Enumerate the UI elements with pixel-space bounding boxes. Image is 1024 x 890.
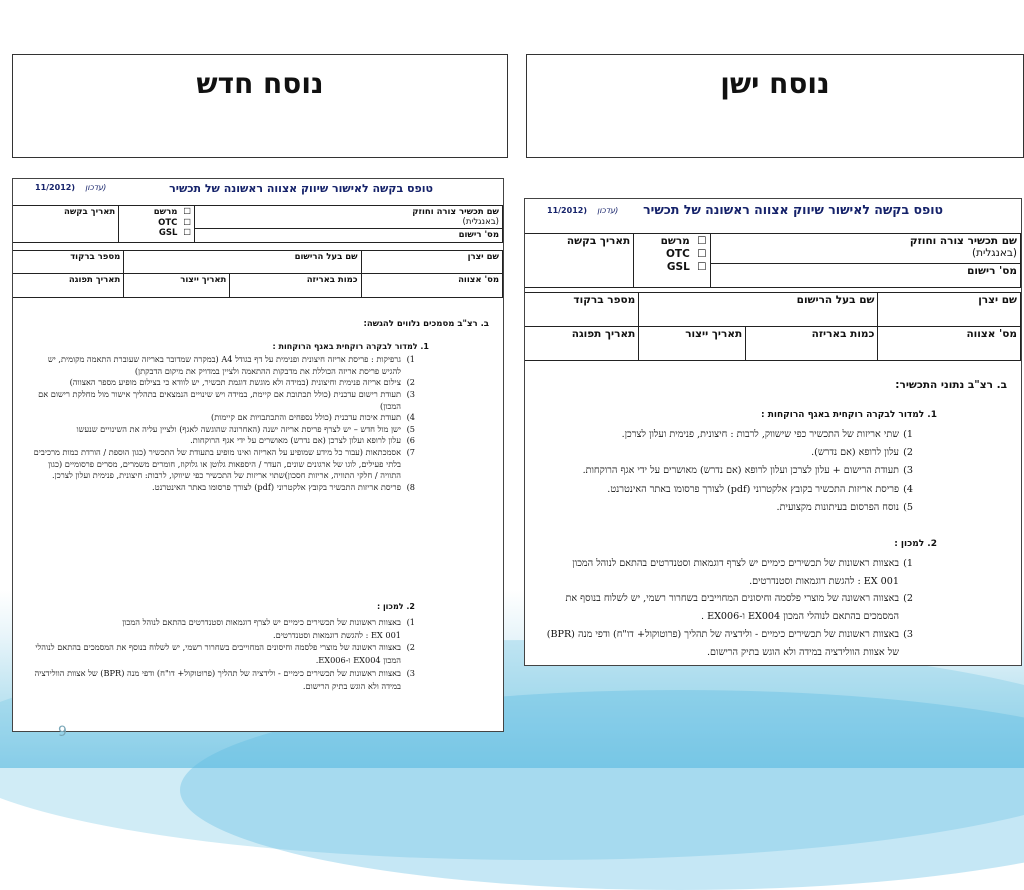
exp-date-cell: תאריך תפוגה	[524, 327, 639, 361]
form-title: טופס בקשה לאישור שיווק אצווה ראשונה של תכשיר	[643, 202, 943, 217]
document-old-version	[524, 198, 1022, 666]
checkbox-icon: ☐	[183, 217, 191, 228]
pharmacy-items-list	[543, 426, 913, 517]
registration-no-cell: מס' רישום	[710, 264, 1020, 288]
list-item: 7) אסמכתאות (עבור כל מידע שמופיע על האריזה ואינו מופיע בתעודת של התכשיר (כגון הוספת / הורדת כמות מרכיבים בלתי פעילים, לוגו של ארגונים שונים, העדר / היספאות גלוטן או גלוקוז, חומרים משמרים, מסרים פרסומיים (כגון התוויה / חלקי התוויה, אריזות חסכון)שתוי אריזות של התכשיר כפי שיווקו, לרבות: חיצונית, פנימית ועלון לצרכן.	[33, 447, 415, 481]
title-new-version: נוסח חדש	[12, 54, 508, 158]
list-item: 2) באצווה ראשונה של מוצרי פלסמה וחיסונים המחוייבים בשחרור רשמי, יש לשלוח בנוסף את המסמכים בהתאם לנוהלי המכון EX004 ו-EX006 .	[565, 593, 913, 623]
checkbox-icon: ☐	[697, 235, 707, 247]
page-number: 9	[58, 724, 67, 740]
registration-no-cell: מס' רישום	[194, 229, 502, 243]
form-table	[524, 233, 1021, 288]
package-qty-cell: כמות באריזה	[230, 274, 361, 298]
institute-heading: 2. למכון :	[376, 602, 415, 611]
package-qty-cell: כמות באריזה	[746, 327, 878, 361]
list-item: 3) תעודת הרישום + עלון לצרכן ועלון לרופא (אם נדרש) מאושרים על ידי אגף הרוקחות.	[582, 465, 913, 477]
list-item: 5) נוסח הפרסום בעיתונות מקצועית.	[776, 501, 913, 513]
update-date: (עדכון (11/2012	[547, 206, 619, 215]
owner-cell: שם בעל הרישום	[639, 293, 878, 327]
list-item: EX 001 : להגשת דוגמאות וסטנדרטים.	[273, 629, 401, 640]
list-item: 2) עלון לרופא (אם נדרש).	[811, 447, 913, 459]
form-table-details	[12, 250, 503, 298]
control-no-cell: מספר ברקוד	[524, 293, 639, 327]
checkbox-icon: ☐	[697, 261, 707, 274]
list-item: 1) גרפיקות : פריסת אריזה חיצונית ופנימית על דף בגודל A4 (במקרה שמדובר באריזה שעוברת התאמה מקומית, יש להגיש פריסת אריזה הכוללת את מדבקות ההתאמה ולציין במדויק את מיקום הדבקתן)	[47, 354, 415, 376]
form-title: טופס בקשה לאישור שיווק אצווה ראשונה של תכשיר	[169, 182, 433, 195]
pharmacy-heading: 1. למדור לבקרה רוקחית באגף הרוקחות :	[272, 342, 429, 351]
list-item: 1) באצוות ראשונות של תכשירים כימיים יש לצרף דוגמאות וסטנדרטים בהתאם לנוהל המכון	[122, 617, 415, 627]
list-item: EX 001 : להגשת דוגמאות וסטנדרטים.	[749, 575, 899, 587]
manufacturer-cell: שם יצרן	[878, 293, 1021, 327]
list-item: 3) באצוות ראשונות של תכשירים כימיים - ולידציה של תהליך (פרוטוקול+ דו"ח) ודפי מנה (BPR) של אצוות הוולידציה במידה ולא הוגש בתיק הרישום.	[34, 667, 415, 691]
pharmacy-items-list	[27, 354, 415, 494]
list-item: 1) שתי אריזות של התכשיר כפי שישווק, לרבות : חיצונית, פנימית ועלון לצרכן.	[621, 429, 913, 440]
list-item: 8) פריסת אריזות התכשיר בקובץ אלקטרוני (pdf) לצורך פרסומו באתר האינטרנט.	[152, 482, 415, 493]
list-item: 2) באצווה ראשונה של מוצרי פלסמה וחיסונים המחוייבים בשחרור רשמי, יש לשלוח בנוסף את המסמכים בהתאם לנוהלי המכון EX004 ו-EX006.	[35, 642, 415, 666]
list-item: 5) ישן מול חדש – יש לצרף פריסת אריזה ישנה (האחרונה שהוגשה לאגף) ולציין עליה את השינויים שנעשו	[76, 423, 415, 434]
list-item: 4) תעודת איכות עדכנית (כולל נספחים והתכתבויות אם קיימות)	[211, 412, 415, 423]
list-item: 3) באצוות ראשונות של תכשירים כימיים - ולידציה של תהליך (פרוטוקול+ דו"ח) ודפי מנה (BPR) של אצוות הוולידציה במידה ולא הוגש בתיק הרישום.	[546, 628, 913, 658]
section-b-heading: ב. רצ"ב נתוני התכשיר:	[895, 379, 1007, 391]
institute-items-list	[27, 616, 415, 692]
title-old-version: נוסח ישן	[526, 54, 1024, 158]
control-no-cell: מספר ברקוד	[12, 251, 124, 274]
institute-heading: 2. למכון :	[894, 539, 937, 549]
request-date-cell: תאריך בקשה	[524, 234, 634, 288]
document-new-version	[12, 178, 504, 732]
product-name-cell: שם תכשיר צורה וחוזק (באנגלית)	[710, 234, 1020, 264]
form-table-details	[524, 292, 1021, 361]
manufacturer-cell: שם יצרן	[361, 251, 502, 274]
list-item: 1) באצוות ראשונות של תכשירים כימיים יש לצרף דוגמאות וסטנדרטים בהתאם לנוהל המכון	[572, 558, 913, 569]
owner-cell: שם בעל הרישום	[124, 251, 361, 274]
exp-date-cell: תאריך תפוגה	[12, 274, 124, 298]
institute-items-list	[543, 555, 913, 661]
batch-no-cell: מס' אצווה	[878, 327, 1021, 361]
update-date: (עדכון (11/2012	[35, 183, 107, 192]
batch-no-cell: מס' אצווה	[361, 274, 502, 298]
dispensing-type-cell: ☐ מרשם ☐ OTC ☐ GSL	[119, 206, 195, 243]
list-item: 3) תעודת רישום עדכנית (כולל תכתובת אם קיימת, במידה ויש שינויים הנמצאים בתהליך אישור מול מחלקת רישום אם המכון)	[38, 388, 415, 411]
mfg-date-cell: תאריך ייצור	[124, 274, 230, 298]
checkbox-icon: ☐	[183, 228, 191, 239]
list-item: 4) פריסת אריזות התכשיר בקובץ אלקטרוני (pdf) לצורך פרסומו באתר האינטרנט.	[607, 483, 913, 495]
dispensing-type-cell: ☐ מרשם ☐ OTC ☐ GSL	[634, 234, 710, 288]
pharmacy-heading: 1. למדור לבקרה רוקחית באגף הרוקחות :	[761, 410, 937, 420]
section-b-heading: ב. רצ"ב מסמכים נלווים להגשה:	[363, 319, 489, 329]
list-item: 6) עלון לרופא ועלון לצרכן (אם נדרש) מאושרים על ידי אגף הרוקחות.	[190, 435, 415, 446]
mfg-date-cell: תאריך ייצור	[639, 327, 746, 361]
list-item: 2) צילום אריזה פנימית וחיצונית (במידה ולא מוגשת דוגמת תכשיר, יש לוודא כי בצילום מופיע מספר האצווה)	[69, 377, 415, 388]
form-table	[12, 205, 503, 243]
product-name-cell: שם תכשיר צורה וחוזק (באנגלית)	[194, 206, 502, 229]
checkbox-icon: ☐	[697, 248, 707, 261]
checkbox-icon: ☐	[183, 207, 191, 217]
request-date-cell: תאריך בקשה	[12, 206, 119, 243]
